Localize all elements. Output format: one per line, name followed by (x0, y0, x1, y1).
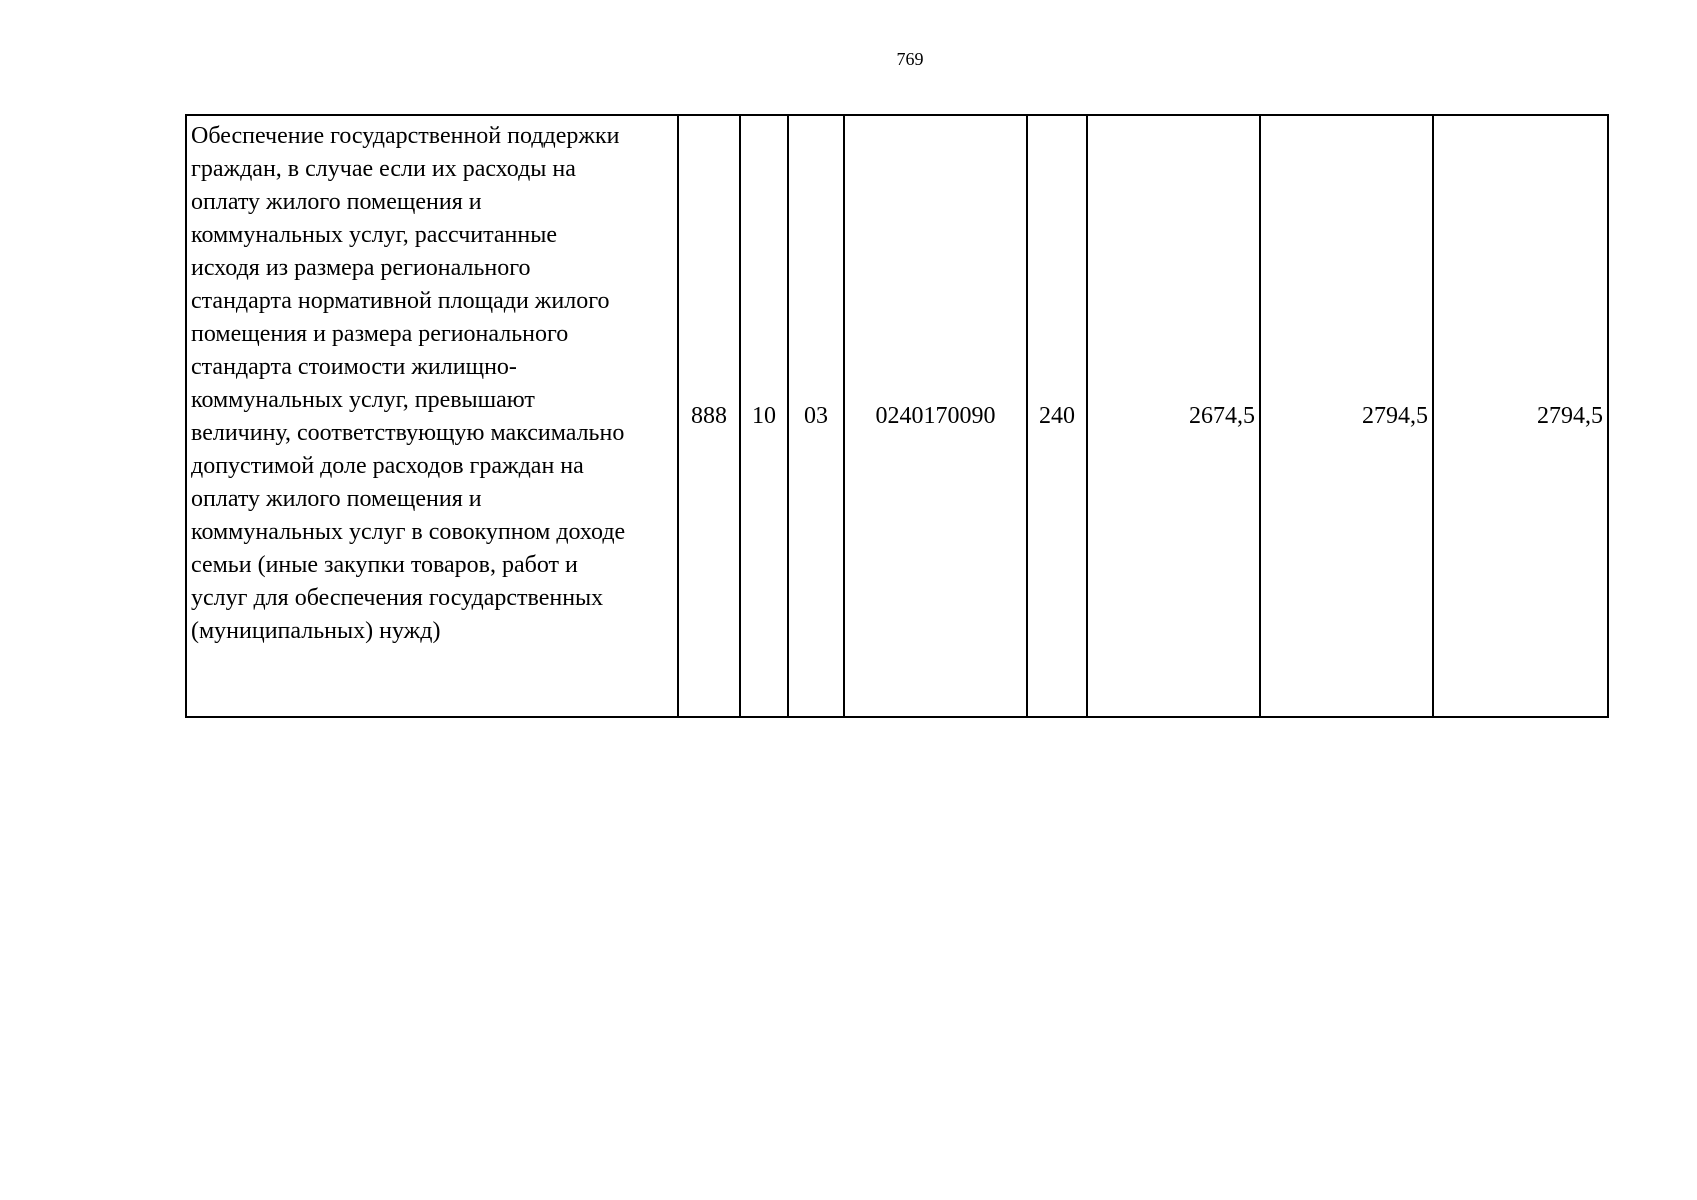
description-line: оплату жилого помещения и (191, 189, 482, 215)
description-line: коммунальных услуг в совокупном доходе (191, 519, 626, 545)
description-line: Обеспечение государственной поддержки (191, 123, 620, 149)
description-line: оплату жилого помещения и (191, 486, 482, 512)
description-line: граждан, в случае если их расходы на (191, 156, 576, 182)
description-line: допустимой доле расходов граждан на (191, 453, 584, 479)
ministry-code-cell: 888 (678, 115, 740, 717)
subsection-cell: 03 (788, 115, 844, 717)
description-line: коммунальных услуг, рассчитанные (191, 222, 558, 248)
budget-table (185, 114, 1609, 718)
description-cell (186, 115, 678, 717)
description-line: коммунальных услуг, превышают (191, 387, 535, 413)
amount-3-cell: 2794,5 (1433, 115, 1608, 717)
description-line: стандарта стоимости жилищно- (191, 354, 517, 380)
description-line: семьи (иные закупки товаров, работ и (191, 552, 578, 578)
description-line: услуг для обеспечения государственных (191, 585, 604, 611)
expense-type-cell: 240 (1027, 115, 1087, 717)
section-cell: 10 (740, 115, 788, 717)
description-line: (муниципальных) нужд) (191, 618, 441, 644)
description-line: стандарта нормативной площади жилого (191, 288, 610, 314)
amount-1-cell: 2674,5 (1087, 115, 1260, 717)
description-line: величину, соответствующую максимально (191, 420, 625, 446)
page-number: 769 (896, 49, 924, 69)
description-line: помещения и размера регионального (191, 321, 569, 347)
target-article-cell: 0240170090 (844, 115, 1027, 717)
table-row (186, 115, 1608, 717)
amount-2-cell: 2794,5 (1260, 115, 1433, 717)
description-line: исходя из размера регионального (191, 255, 531, 281)
